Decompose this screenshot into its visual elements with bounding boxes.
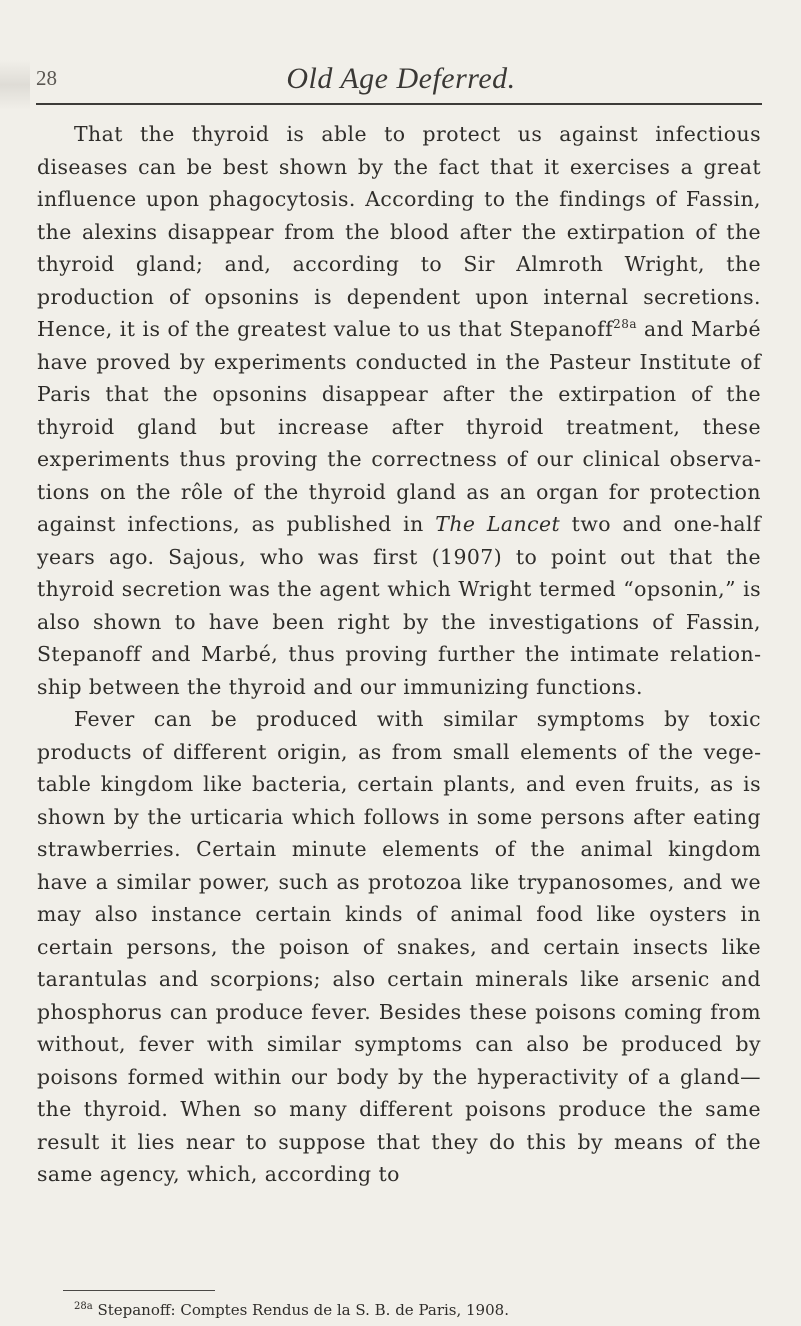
footnote-rule: [63, 1290, 215, 1291]
paragraph-1-part-2: and Marbé have proved by experiments conducted in the Pasteur Institute of Paris that the opsonins disappear after the extirpation of the thyroid gland but increase after thyroid treatment, these experiments thus proving the correctness of our clinical observations on the rôle of the thyroid gland as an organ for protection against infections, as published in: [37, 317, 761, 536]
page-bleed-mark: [0, 60, 30, 110]
page-header: [36, 62, 766, 106]
footnote: [74, 1301, 774, 1319]
body-text: [37, 118, 761, 1191]
footnote-reference: 28a: [613, 317, 637, 332]
paragraph-1: [37, 118, 761, 703]
paragraph-1-part-1: That the thyroid is able to protect us against infectious diseases can be best shown by the fact that it exercises a great influence upon phagocytosis. According to the findings of Fassin, the alexins disappear from the blood after the extirpation of the thyroid gland; and, according to Sir Almroth Wright, the production of opsonins is dependent upon internal secretions. Hence, it is of the greatest value to us that Stepanoff: [37, 122, 761, 341]
running-title: Old Age Deferred.: [286, 62, 516, 95]
footnote-marker: 28a: [74, 1301, 93, 1312]
header-rule: [36, 103, 762, 105]
paragraph-1-part-3: two and one-half years ago. Sajous, who was first (1907) to point out that the thyroid secretion was the agent which Wright termed “opsonin,” is also shown to have been right by the investigations of Fassin, Stepanoff and Marbé, thus proving further the intimate relationship between the thyroid and our immunizing functions.: [37, 512, 762, 699]
footnote-text: Stepanoff: Comptes Rendus de la S. B. de Paris, 1908.: [92, 1301, 509, 1319]
page-number: 28: [36, 66, 57, 90]
paragraph-2: Fever can be produced with similar symptoms by toxic products of different origin, as from small elements of the vegetable kingdom like bacteria, certain plants, and even fruits, as is shown by the urticaria which follows in some persons after eating strawberries. Certain minute elements of the animal kingdom have a similar power, such as protozoa like trypanosomes, and we may also instance certain kinds of animal food like oysters in certain persons, the poison of snakes, and certain insects like tarantulas and scorpions; also certain minerals like arsenic and phosphorus can produce fever. Besides these poisons coming from without, fever with similar symptoms can also be produced by poisons formed within our body by the hyperactivity of a gland—the thyroid. When so many different poisons produce the same result it lies near to suppose that they do this by means of the same agency, which, according to: [37, 707, 761, 1186]
journal-title: The Lancet: [435, 512, 561, 536]
